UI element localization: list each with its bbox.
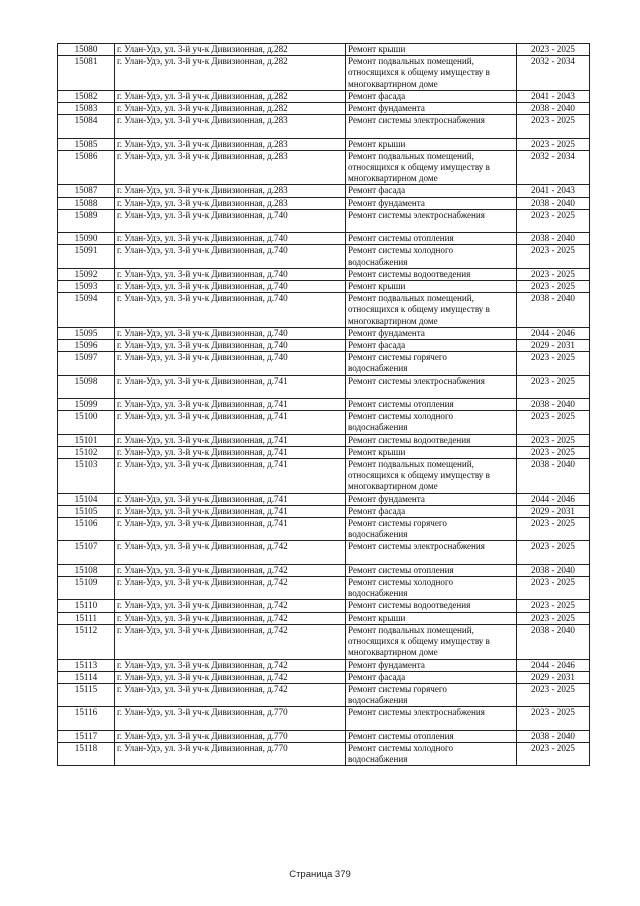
- row-number: 15116: [58, 707, 115, 730]
- work-line: Ремонт системы горячего: [348, 352, 447, 363]
- table-row: [58, 44, 590, 56]
- row-address: г. Улан-Удэ, ул. 3-й уч-к Дивизионная, д.742: [115, 624, 346, 659]
- table-body: [58, 44, 590, 766]
- row-work-type: [346, 209, 517, 232]
- work-line: Ремонт крыши: [348, 138, 406, 149]
- work-line: Ремонт системы холодного: [348, 577, 454, 588]
- row-period: 2023 - 2025: [517, 683, 590, 706]
- row-number: 15094: [58, 293, 115, 328]
- work-line: Ремонт системы водоотведения: [348, 434, 471, 445]
- table-row: [58, 268, 590, 280]
- row-period: 2023 - 2025: [517, 541, 590, 564]
- work-line: Ремонт системы водоотведения: [348, 600, 471, 611]
- row-address: г. Улан-Удэ, ул. 3-й уч-к Дивизионная, д.741: [115, 399, 346, 411]
- table-row: [58, 459, 590, 494]
- row-period: 2041 - 2043: [517, 90, 590, 102]
- table-row: [58, 505, 590, 517]
- row-work-type: [346, 268, 517, 280]
- row-work-type: [346, 459, 517, 494]
- row-period: 2038 - 2040: [517, 624, 590, 659]
- row-number: 15109: [58, 577, 115, 600]
- row-address: г. Улан-Удэ, ул. 3-й уч-к Дивизионная, д.741: [115, 505, 346, 517]
- row-work-type: [346, 600, 517, 612]
- table-row: [58, 185, 590, 197]
- work-line: Ремонт крыши: [348, 44, 406, 54]
- row-address: г. Улан-Удэ, ул. 3-й уч-к Дивизионная, д.742: [115, 612, 346, 624]
- row-address: г. Улан-Удэ, ул. 3-й уч-к Дивизионная, д.282: [115, 44, 346, 56]
- work-line: Ремонт системы холодного: [348, 742, 454, 753]
- table-row: [58, 564, 590, 576]
- row-number: 15090: [58, 233, 115, 245]
- row-address: г. Улан-Удэ, ул. 3-й уч-к Дивизионная, д.770: [115, 742, 346, 765]
- work-line: относящихся к общему имуществу в: [348, 67, 490, 78]
- row-number: 15108: [58, 564, 115, 576]
- row-number: 15089: [58, 209, 115, 232]
- work-line: относящихся к общему имуществу в: [348, 636, 490, 647]
- work-line: водоснабжения: [348, 695, 408, 706]
- row-period: 2023 - 2025: [517, 375, 590, 398]
- row-number: 15088: [58, 197, 115, 209]
- row-number: 15117: [58, 730, 115, 742]
- work-line: многоквартирном доме: [348, 481, 438, 492]
- row-address: г. Улан-Удэ, ул. 3-й уч-к Дивизионная, д.283: [115, 115, 346, 138]
- table-row: [58, 115, 590, 138]
- row-number: 15085: [58, 138, 115, 150]
- table-row: [58, 233, 590, 245]
- table-row: [58, 209, 590, 232]
- row-work-type: [346, 352, 517, 375]
- row-work-type: [346, 742, 517, 765]
- work-line: Ремонт системы водоотведения: [348, 268, 471, 279]
- row-work-type: [346, 138, 517, 150]
- row-address: г. Улан-Удэ, ул. 3-й уч-к Дивизионная, д.740: [115, 233, 346, 245]
- table-row: [58, 399, 590, 411]
- row-address: г. Улан-Удэ, ул. 3-й уч-к Дивизионная, д.740: [115, 340, 346, 352]
- row-number: 15104: [58, 493, 115, 505]
- table-row: [58, 730, 590, 742]
- row-number: 15110: [58, 600, 115, 612]
- table-row: [58, 518, 590, 541]
- work-line: многоквартирном доме: [348, 647, 438, 658]
- row-number: 15096: [58, 340, 115, 352]
- row-period: 2032 - 2034: [517, 150, 590, 185]
- row-number: 15114: [58, 671, 115, 683]
- table-row: [58, 541, 590, 564]
- work-line: многоквартирном доме: [348, 173, 438, 184]
- table-row: [58, 103, 590, 115]
- row-period: 2023 - 2025: [517, 707, 590, 730]
- row-number: 15093: [58, 281, 115, 293]
- row-work-type: [346, 44, 517, 56]
- table-row: [58, 375, 590, 398]
- row-number: 15113: [58, 659, 115, 671]
- row-period: 2032 - 2034: [517, 56, 590, 91]
- row-work-type: [346, 327, 517, 339]
- row-address: г. Улан-Удэ, ул. 3-й уч-к Дивизионная, д.770: [115, 707, 346, 730]
- row-work-type: [346, 233, 517, 245]
- row-number: 15115: [58, 683, 115, 706]
- row-period: 2038 - 2040: [517, 103, 590, 115]
- work-line: Ремонт фундамента: [348, 103, 425, 114]
- table-row: [58, 281, 590, 293]
- work-line: многоквартирном доме: [348, 315, 438, 326]
- work-line: водоснабжения: [348, 256, 408, 267]
- row-address: г. Улан-Удэ, ул. 3-й уч-к Дивизионная, д.742: [115, 564, 346, 576]
- row-work-type: [346, 115, 517, 138]
- row-work-type: [346, 707, 517, 730]
- table-row: [58, 612, 590, 624]
- row-address: г. Улан-Удэ, ул. 3-й уч-к Дивизионная, д.283: [115, 138, 346, 150]
- table-row: [58, 327, 590, 339]
- table-row: [58, 197, 590, 209]
- table-row: [58, 56, 590, 91]
- work-line: Ремонт фасада: [348, 340, 406, 351]
- work-line: водоснабжения: [348, 422, 408, 433]
- table-row: [58, 624, 590, 659]
- row-address: г. Улан-Удэ, ул. 3-й уч-к Дивизионная, д.741: [115, 518, 346, 541]
- table-row: [58, 683, 590, 706]
- row-period: 2023 - 2025: [517, 138, 590, 150]
- work-line: Ремонт подвальных помещений,: [348, 56, 474, 67]
- row-period: 2038 - 2040: [517, 564, 590, 576]
- row-work-type: [346, 185, 517, 197]
- work-line: водоснабжения: [348, 529, 408, 540]
- table-row: [58, 600, 590, 612]
- row-address: г. Улан-Удэ, ул. 3-й уч-к Дивизионная, д.740: [115, 209, 346, 232]
- row-address: г. Улан-Удэ, ул. 3-й уч-к Дивизионная, д.740: [115, 293, 346, 328]
- row-address: г. Улан-Удэ, ул. 3-й уч-к Дивизионная, д.283: [115, 197, 346, 209]
- row-period: 2029 - 2031: [517, 505, 590, 517]
- row-work-type: [346, 411, 517, 434]
- row-address: г. Улан-Удэ, ул. 3-й уч-к Дивизионная, д.740: [115, 268, 346, 280]
- row-work-type: [346, 56, 517, 91]
- row-period: 2023 - 2025: [517, 245, 590, 268]
- row-number: 15083: [58, 103, 115, 115]
- work-line: Ремонт подвальных помещений,: [348, 624, 474, 635]
- page-number: Страница 379: [289, 869, 351, 880]
- row-address: г. Улан-Удэ, ул. 3-й уч-к Дивизионная, д.741: [115, 446, 346, 458]
- table-row: [58, 411, 590, 434]
- row-period: 2044 - 2046: [517, 659, 590, 671]
- row-address: г. Улан-Удэ, ул. 3-й уч-к Дивизионная, д.741: [115, 411, 346, 434]
- row-number: 15098: [58, 375, 115, 398]
- row-address: г. Улан-Удэ, ул. 3-й уч-к Дивизионная, д.282: [115, 103, 346, 115]
- row-number: 15095: [58, 327, 115, 339]
- table-row: [58, 671, 590, 683]
- row-period: 2023 - 2025: [517, 411, 590, 434]
- work-line: Ремонт фундамента: [348, 327, 425, 338]
- work-line: Ремонт системы горячего: [348, 518, 447, 529]
- row-work-type: [346, 245, 517, 268]
- row-period: 2044 - 2046: [517, 327, 590, 339]
- row-number: 15111: [58, 612, 115, 624]
- table-row: [58, 138, 590, 150]
- table-row: [58, 90, 590, 102]
- row-work-type: [346, 541, 517, 564]
- work-line: Ремонт фундамента: [348, 659, 425, 670]
- row-address: г. Улан-Удэ, ул. 3-й уч-к Дивизионная, д.283: [115, 185, 346, 197]
- row-period: 2023 - 2025: [517, 281, 590, 293]
- row-period: 2041 - 2043: [517, 185, 590, 197]
- row-number: 15106: [58, 518, 115, 541]
- row-work-type: [346, 612, 517, 624]
- row-work-type: [346, 624, 517, 659]
- row-work-type: [346, 659, 517, 671]
- row-period: 2023 - 2025: [517, 612, 590, 624]
- work-line: Ремонт системы холодного: [348, 411, 454, 422]
- row-period: 2038 - 2040: [517, 730, 590, 742]
- table-row: [58, 293, 590, 328]
- row-work-type: [346, 399, 517, 411]
- row-work-type: [346, 90, 517, 102]
- table-row: [58, 352, 590, 375]
- row-work-type: [346, 683, 517, 706]
- table-row: [58, 150, 590, 185]
- row-address: г. Улан-Удэ, ул. 3-й уч-к Дивизионная, д.742: [115, 541, 346, 564]
- row-address: г. Улан-Удэ, ул. 3-й уч-к Дивизионная, д.282: [115, 90, 346, 102]
- table-row: [58, 340, 590, 352]
- row-number: 15092: [58, 268, 115, 280]
- row-address: г. Улан-Удэ, ул. 3-й уч-к Дивизионная, д.282: [115, 56, 346, 91]
- work-line: водоснабжения: [348, 363, 408, 374]
- row-number: 15082: [58, 90, 115, 102]
- row-period: 2029 - 2031: [517, 340, 590, 352]
- row-period: 2023 - 2025: [517, 268, 590, 280]
- table-row: [58, 659, 590, 671]
- row-work-type: [346, 446, 517, 458]
- row-work-type: [346, 730, 517, 742]
- work-line: Ремонт системы отопления: [348, 564, 454, 575]
- work-line: водоснабжения: [348, 588, 408, 599]
- row-address: г. Улан-Удэ, ул. 3-й уч-к Дивизионная, д.740: [115, 352, 346, 375]
- work-line: Ремонт крыши: [348, 281, 406, 292]
- row-work-type: [346, 518, 517, 541]
- row-number: 15101: [58, 434, 115, 446]
- row-work-type: [346, 671, 517, 683]
- table-row: [58, 446, 590, 458]
- row-period: 2023 - 2025: [517, 115, 590, 138]
- work-line: Ремонт системы электроснабжения: [348, 209, 485, 220]
- row-number: 15102: [58, 446, 115, 458]
- row-address: г. Улан-Удэ, ул. 3-й уч-к Дивизионная, д.741: [115, 375, 346, 398]
- row-address: г. Улан-Удэ, ул. 3-й уч-к Дивизионная, д.742: [115, 577, 346, 600]
- row-period: 2029 - 2031: [517, 671, 590, 683]
- row-address: г. Улан-Удэ, ул. 3-й уч-к Дивизионная, д.741: [115, 459, 346, 494]
- row-work-type: [346, 493, 517, 505]
- row-number: 15081: [58, 56, 115, 91]
- work-line: Ремонт системы отопления: [348, 233, 454, 244]
- row-period: 2038 - 2040: [517, 293, 590, 328]
- row-work-type: [346, 150, 517, 185]
- row-number: 15100: [58, 411, 115, 434]
- row-address: г. Улан-Удэ, ул. 3-й уч-к Дивизионная, д.742: [115, 600, 346, 612]
- row-address: г. Улан-Удэ, ул. 3-й уч-к Дивизионная, д.742: [115, 659, 346, 671]
- row-address: г. Улан-Удэ, ул. 3-й уч-к Дивизионная, д.740: [115, 327, 346, 339]
- work-line: Ремонт подвальных помещений,: [348, 150, 474, 161]
- row-number: 15086: [58, 150, 115, 185]
- work-line: многоквартирном доме: [348, 78, 438, 89]
- row-address: г. Улан-Удэ, ул. 3-й уч-к Дивизионная, д.741: [115, 434, 346, 446]
- row-number: 15097: [58, 352, 115, 375]
- work-line: Ремонт крыши: [348, 446, 406, 457]
- row-period: 2023 - 2025: [517, 518, 590, 541]
- table-row: [58, 493, 590, 505]
- row-period: 2038 - 2040: [517, 399, 590, 411]
- row-number: 15107: [58, 541, 115, 564]
- row-number: 15112: [58, 624, 115, 659]
- work-line: Ремонт системы электроснабжения: [348, 707, 485, 718]
- row-work-type: [346, 505, 517, 517]
- row-number: 15084: [58, 115, 115, 138]
- row-number: 15103: [58, 459, 115, 494]
- row-number: 15105: [58, 505, 115, 517]
- row-work-type: [346, 340, 517, 352]
- work-line: Ремонт крыши: [348, 612, 406, 623]
- work-line: Ремонт подвальных помещений,: [348, 459, 474, 470]
- row-number: 15091: [58, 245, 115, 268]
- work-line: Ремонт фасада: [348, 671, 406, 682]
- table-row: [58, 707, 590, 730]
- work-line: водоснабжения: [348, 754, 408, 765]
- table-row: [58, 742, 590, 765]
- row-period: 2023 - 2025: [517, 742, 590, 765]
- table-row: [58, 245, 590, 268]
- row-period: 2023 - 2025: [517, 209, 590, 232]
- row-work-type: [346, 281, 517, 293]
- row-work-type: [346, 103, 517, 115]
- row-work-type: [346, 434, 517, 446]
- work-line: Ремонт системы электроснабжения: [348, 541, 485, 552]
- row-work-type: [346, 564, 517, 576]
- work-line: Ремонт фундамента: [348, 493, 425, 504]
- row-period: 2023 - 2025: [517, 577, 590, 600]
- row-address: г. Улан-Удэ, ул. 3-й уч-к Дивизионная, д.770: [115, 730, 346, 742]
- work-line: Ремонт системы отопления: [348, 399, 454, 410]
- row-period: 2023 - 2025: [517, 44, 590, 56]
- row-address: г. Улан-Удэ, ул. 3-й уч-к Дивизионная, д.742: [115, 671, 346, 683]
- work-line: Ремонт системы электроснабжения: [348, 115, 485, 126]
- work-line: Ремонт системы горячего: [348, 683, 447, 694]
- row-work-type: [346, 293, 517, 328]
- work-line: относящихся к общему имуществу в: [348, 162, 490, 173]
- row-period: 2023 - 2025: [517, 434, 590, 446]
- work-line: Ремонт фасада: [348, 90, 406, 101]
- row-address: г. Улан-Удэ, ул. 3-й уч-к Дивизионная, д.283: [115, 150, 346, 185]
- work-line: Ремонт системы холодного: [348, 245, 454, 256]
- table-row: [58, 434, 590, 446]
- row-number: 15087: [58, 185, 115, 197]
- row-address: г. Улан-Удэ, ул. 3-й уч-к Дивизионная, д.740: [115, 245, 346, 268]
- row-period: 2023 - 2025: [517, 446, 590, 458]
- row-period: 2038 - 2040: [517, 459, 590, 494]
- table-row: [58, 577, 590, 600]
- row-address: г. Улан-Удэ, ул. 3-й уч-к Дивизионная, д.741: [115, 493, 346, 505]
- repair-schedule-table: [57, 43, 590, 766]
- row-work-type: [346, 375, 517, 398]
- row-period: 2023 - 2025: [517, 352, 590, 375]
- row-number: 15118: [58, 742, 115, 765]
- row-address: г. Улан-Удэ, ул. 3-й уч-к Дивизионная, д.742: [115, 683, 346, 706]
- row-work-type: [346, 197, 517, 209]
- row-period: 2023 - 2025: [517, 600, 590, 612]
- row-number: 15080: [58, 44, 115, 56]
- work-line: Ремонт фасада: [348, 185, 406, 196]
- row-number: 15099: [58, 399, 115, 411]
- work-line: Ремонт подвальных помещений,: [348, 293, 474, 304]
- work-line: Ремонт фасада: [348, 505, 406, 516]
- work-line: относящихся к общему имуществу в: [348, 304, 490, 315]
- work-line: относящихся к общему имуществу в: [348, 470, 490, 481]
- row-address: г. Улан-Удэ, ул. 3-й уч-к Дивизионная, д.740: [115, 281, 346, 293]
- work-line: Ремонт фундамента: [348, 197, 425, 208]
- work-line: Ремонт системы электроснабжения: [348, 375, 485, 386]
- row-period: 2044 - 2046: [517, 493, 590, 505]
- row-period: 2038 - 2040: [517, 197, 590, 209]
- row-period: 2038 - 2040: [517, 233, 590, 245]
- work-line: Ремонт системы отопления: [348, 730, 454, 741]
- row-work-type: [346, 577, 517, 600]
